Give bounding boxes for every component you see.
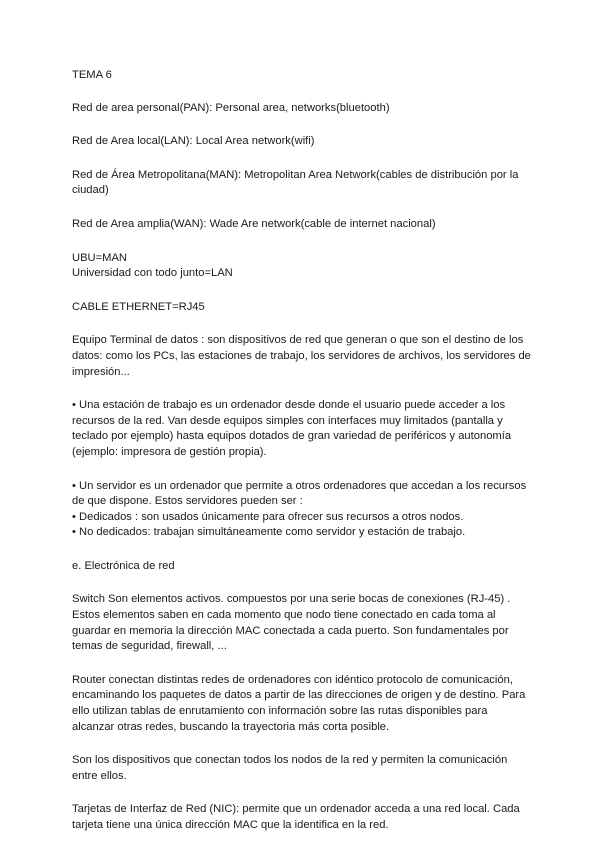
paragraph-line: ciudad) bbox=[72, 184, 109, 197]
paragraph-line: temas de seguridad, firewall, ... bbox=[72, 640, 227, 653]
paragraph bbox=[72, 251, 538, 282]
section-heading bbox=[72, 559, 538, 575]
paragraph bbox=[72, 592, 538, 654]
paragraph-line: Red de Area amplia(WAN): Wade Are network(cable de internet nacional) bbox=[72, 217, 436, 230]
paragraph-line: recursos de la red. Van desde equipos simples con interfaces muy limitados (pantalla y bbox=[72, 414, 503, 427]
paragraph-line: guardar en memoria la dirección MAC conectada a cada puerto. Son fundamentales por bbox=[72, 624, 509, 637]
paragraph bbox=[72, 134, 538, 150]
paragraph-line: • Dedicados : son usados únicamente para ofrecer sus recursos a otros nodos. bbox=[72, 510, 464, 523]
paragraph bbox=[72, 802, 538, 833]
paragraph-line: • Una estación de trabajo es un ordenador desde donde el usuario puede acceder a los bbox=[72, 399, 506, 412]
paragraph-line: Red de Area local(LAN): Local Area network(wifi) bbox=[72, 135, 315, 148]
paragraph-line: alcanzar otras redes, buscando la trayectoria más corta posible. bbox=[72, 720, 390, 733]
paragraph bbox=[72, 753, 538, 784]
paragraph-line: impresión... bbox=[72, 365, 130, 378]
paragraph-line: entre ellos. bbox=[72, 769, 127, 782]
paragraph-line: teclado por ejemplo) hasta equipos dotados de gran variedad de periféricos y autonomía bbox=[72, 430, 512, 443]
paragraph bbox=[72, 673, 538, 735]
paragraph-line: CABLE ETHERNET=RJ45 bbox=[72, 300, 205, 313]
paragraph-line: de que dispone. Estos servidores pueden ser : bbox=[72, 495, 303, 508]
paragraph-line: Switch Son elementos activos. compuestos por una serie bocas de conexiones (RJ-45) . bbox=[72, 593, 511, 606]
paragraph-line: Red de Área Metropolitana(MAN): Metropolitan Area Network(cables de distribución por la bbox=[72, 168, 519, 181]
paragraph-line: (ejemplo: impresora de gestión propia). bbox=[72, 445, 267, 458]
paragraph-line: • Un servidor es un ordenador que permite a otros ordenadores que accedan a los recursos bbox=[72, 479, 527, 492]
paragraph bbox=[72, 217, 538, 233]
paragraph-line: UBU=MAN bbox=[72, 251, 128, 264]
paragraph-line: e. Electrónica de red bbox=[72, 559, 175, 572]
paragraph-line: tarjeta tiene una única dirección MAC que la identifica en la red. bbox=[72, 819, 389, 831]
paragraph-line: Estos elementos saben en cada momento que nodo tiene conectado en cada toma al bbox=[72, 609, 496, 622]
paragraph bbox=[72, 398, 538, 460]
paragraph bbox=[72, 168, 538, 199]
paragraph-line: datos: como los PCs, las estaciones de trabajo, los servidores de archivos, los servidores de bbox=[72, 349, 531, 362]
document-title: TEMA 6 bbox=[72, 69, 112, 81]
paragraph-line: • No dedicados: trabajan simultáneamente como servidor y estación de trabajo. bbox=[72, 526, 466, 539]
paragraph bbox=[72, 101, 538, 117]
paragraph-line: Router conectan distintas redes de ordenadores con idéntico protocolo de comunicación, bbox=[72, 673, 513, 686]
paragraph bbox=[72, 479, 538, 541]
paragraph-line: Equipo Terminal de datos : son dispositivos de red que generan o que son el destino de los bbox=[72, 334, 524, 347]
document-page bbox=[72, 68, 538, 834]
paragraph-line: Universidad con todo junto=LAN bbox=[72, 267, 233, 280]
paragraph bbox=[72, 333, 538, 380]
paragraph bbox=[72, 300, 538, 316]
paragraph-line: Red de area personal(PAN): Personal area, networks(bluetooth) bbox=[72, 101, 390, 114]
paragraph-line: Son los dispositivos que conectan todos los nodos de la red y permiten la comunicación bbox=[72, 754, 508, 767]
paragraph-line: Tarjetas de Interfaz de Red (NIC): permite que un ordenador acceda a una red local. Cada bbox=[72, 803, 520, 816]
paragraph-line: ello utilizan tablas de enrutamiento con información sobre las rutas disponibles para bbox=[72, 705, 488, 718]
paragraph-line: encaminando los paquetes de datos a partir de las direcciones de origen y de destino. Para bbox=[72, 689, 526, 702]
